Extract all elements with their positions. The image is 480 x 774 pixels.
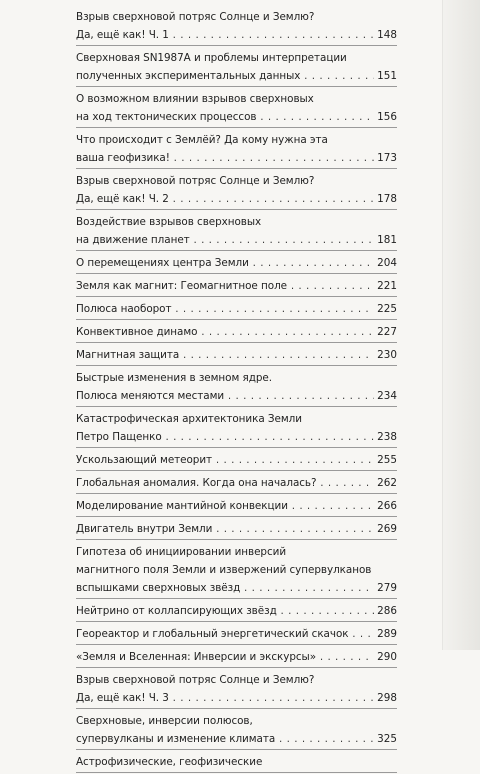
toc-entry-text: Да, ещё как! Ч. 2 xyxy=(76,193,169,205)
toc-entry-text: Моделирование мантийной конвекции xyxy=(76,500,288,512)
dot-leader xyxy=(212,523,397,535)
toc-entry xyxy=(76,252,397,274)
toc-entry xyxy=(76,472,397,494)
toc-entry xyxy=(76,623,397,645)
toc-entry-text: супервулканы и изменение климата xyxy=(76,733,276,745)
toc-entry-text: Взрыв сверхновой потряс Солнце и Землю? xyxy=(76,674,315,686)
toc-entry-title-line xyxy=(76,131,397,149)
toc-entry-text: О перемещениях центра Земли xyxy=(76,257,249,269)
toc-entry-title-line xyxy=(76,579,397,597)
toc-entry-title-line xyxy=(76,474,397,492)
toc-entry-text: Что происходит с Землёй? Да кому нужна эта xyxy=(76,134,328,146)
toc-entry-text: Полюса наоборот xyxy=(76,303,172,315)
toc-page-number: 298 xyxy=(374,689,397,707)
toc-page-number: 279 xyxy=(374,579,397,597)
toc-entry xyxy=(76,47,397,87)
toc-entry-text: Магнитная защита xyxy=(76,349,180,361)
dot-leader xyxy=(169,692,397,704)
toc-page-number: 325 xyxy=(374,730,397,748)
toc-entry-text: ваша геофизика! xyxy=(76,152,170,164)
toc-entry-title-line xyxy=(76,346,397,364)
toc-entry xyxy=(76,600,397,622)
toc-entry-title-line xyxy=(76,497,397,515)
toc-page-number: 238 xyxy=(374,428,397,446)
toc-entry-title-line xyxy=(76,753,397,771)
toc-entry xyxy=(76,6,397,46)
toc-page-number: 151 xyxy=(374,67,397,85)
toc-entry-title-line xyxy=(76,602,397,620)
toc-entry-text: Гипотеза об инициировании инверсий xyxy=(76,546,287,558)
toc-entry-title-line xyxy=(76,520,397,538)
toc-entry xyxy=(76,321,397,343)
toc-entry xyxy=(76,211,397,251)
toc-entry-title-line xyxy=(76,625,397,643)
toc-entry-title-line xyxy=(76,323,397,341)
dot-leader xyxy=(179,349,397,361)
toc-entry-title-line xyxy=(76,149,397,167)
toc-entry-title-line xyxy=(76,254,397,272)
toc-entry-title-line xyxy=(76,561,397,579)
toc-entry-title-line xyxy=(76,49,397,67)
toc-entry-text: Астрофизические, геофизические xyxy=(76,756,263,768)
toc-entry-title-line xyxy=(76,231,397,249)
toc-entry-title-line xyxy=(76,300,397,318)
toc-entry-text: Сверхновая SN1987A и проблемы интерпретации xyxy=(76,52,347,64)
toc-entry-title-line xyxy=(76,671,397,689)
toc-entry-text: Взрыв сверхновой потряс Солнце и Землю? xyxy=(76,175,315,187)
toc-entry-text: Двигатель внутри Земли xyxy=(76,523,213,535)
toc-entry-text: Да, ещё как! Ч. 3 xyxy=(76,692,169,704)
toc-entry-text: Нейтрино от коллапсирующих звёзд xyxy=(76,605,277,617)
toc-entry-text: на движение планет xyxy=(76,234,190,246)
toc-entry-text: Полюса меняются местами xyxy=(76,390,225,402)
toc-page-number: 156 xyxy=(374,108,397,126)
toc-page-number: 269 xyxy=(374,520,397,538)
toc-entry-text: Да, ещё как! Ч. 1 xyxy=(76,29,169,41)
toc-entry-title-line xyxy=(76,108,397,126)
toc-entry xyxy=(76,495,397,517)
toc-page-number: 262 xyxy=(374,474,397,492)
toc-page-number: 289 xyxy=(374,625,397,643)
toc-entry-title-line xyxy=(76,172,397,190)
toc-entry-text: Ускользающий метеорит xyxy=(76,454,213,466)
toc-page-number: 227 xyxy=(374,323,397,341)
toc-entry-title-line xyxy=(76,730,397,748)
toc-entry-text: Конвективное динамо xyxy=(76,326,198,338)
toc-entry xyxy=(76,298,397,320)
toc-entry xyxy=(76,408,397,448)
toc-entry xyxy=(76,541,397,599)
toc-entry-title-line xyxy=(76,712,397,730)
dot-leader xyxy=(170,152,397,164)
toc-page-number: 221 xyxy=(374,277,397,295)
dot-leader xyxy=(169,29,397,41)
dot-leader xyxy=(162,431,397,443)
toc-page-number: 204 xyxy=(374,254,397,272)
dot-leader xyxy=(224,390,397,402)
toc-entry xyxy=(76,449,397,471)
toc-entry xyxy=(76,275,397,297)
toc-entry-text: Глобальная аномалия. Когда она началась? xyxy=(76,477,317,489)
toc-entry xyxy=(76,751,397,773)
toc-entry-text: вспышками сверхновых звёзд xyxy=(76,582,241,594)
toc-entry-text: Петро Пащенко xyxy=(76,431,162,443)
toc-entry-text: Земля как магнит: Геомагнитное поле xyxy=(76,280,288,292)
toc-page-number: 181 xyxy=(374,231,397,249)
dot-leader xyxy=(190,234,397,246)
toc-entry xyxy=(76,170,397,210)
toc-entry xyxy=(76,646,397,668)
toc-entry-title-line xyxy=(76,689,397,707)
toc-entry-title-line xyxy=(76,8,397,26)
toc-entry-title-line xyxy=(76,428,397,446)
toc-entry-text: Быстрые изменения в земном ядре. xyxy=(76,372,272,384)
adjacent-page-edge xyxy=(442,0,480,650)
toc-entry xyxy=(76,518,397,540)
toc-page-number: 230 xyxy=(374,346,397,364)
toc-entry-title-line xyxy=(76,387,397,405)
toc-entry-title-line xyxy=(76,90,397,108)
toc-page-number: 148 xyxy=(374,26,397,44)
toc-entry-text: Катастрофическая архитектоника Земли xyxy=(76,413,302,425)
toc-entry-title-line xyxy=(76,648,397,666)
toc-entry-text: Взрыв сверхновой потряс Солнце и Землю? xyxy=(76,11,315,23)
toc-page-number: 234 xyxy=(374,387,397,405)
toc-page-number: 266 xyxy=(374,497,397,515)
toc-entry xyxy=(76,129,397,169)
toc-entry-text: Воздействие взрывов сверхновых xyxy=(76,216,262,228)
toc-page-number: 286 xyxy=(374,602,397,620)
toc-entry-text: Сверхновые, инверсии полюсов, xyxy=(76,715,253,727)
dot-leader xyxy=(169,193,397,205)
dot-leader xyxy=(197,326,397,338)
toc-entry-title-line xyxy=(76,543,397,561)
dot-leader xyxy=(171,303,397,315)
toc-entry-title-line xyxy=(76,410,397,428)
toc-entry-title-line xyxy=(76,213,397,231)
toc-entry-title-line xyxy=(76,277,397,295)
toc-entry xyxy=(76,344,397,366)
toc-page-number: 173 xyxy=(374,149,397,167)
toc-entry xyxy=(76,367,397,407)
dot-leader xyxy=(212,454,397,466)
toc-entry xyxy=(76,710,397,750)
toc-page-number: 225 xyxy=(374,300,397,318)
toc-entry-text: Георeактор и глобальный энергетический скачок xyxy=(76,628,349,640)
toc-entry-text: на ход тектонических процессов xyxy=(76,111,257,123)
toc-entry-title-line xyxy=(76,451,397,469)
toc-entry xyxy=(76,669,397,709)
toc-entry-title-line xyxy=(76,190,397,208)
toc-page-number: 290 xyxy=(374,648,397,666)
toc-entry-text: полученных экспериментальных данных xyxy=(76,70,301,82)
toc-page-number: 178 xyxy=(374,190,397,208)
toc-entry-title-line xyxy=(76,26,397,44)
toc-entry-text: «Земля и Вселенная: Инверсии и экскурсы» xyxy=(76,651,317,663)
toc-entry-text: О возможном влиянии взрывов сверхновых xyxy=(76,93,314,105)
table-of-contents xyxy=(76,6,397,774)
toc-entry-title-line xyxy=(76,369,397,387)
toc-page-number: 255 xyxy=(374,451,397,469)
toc-entry-title-line xyxy=(76,67,397,85)
toc-entry xyxy=(76,88,397,128)
toc-entry-text: магнитного поля Земли и извержений супервулканов xyxy=(76,564,372,576)
